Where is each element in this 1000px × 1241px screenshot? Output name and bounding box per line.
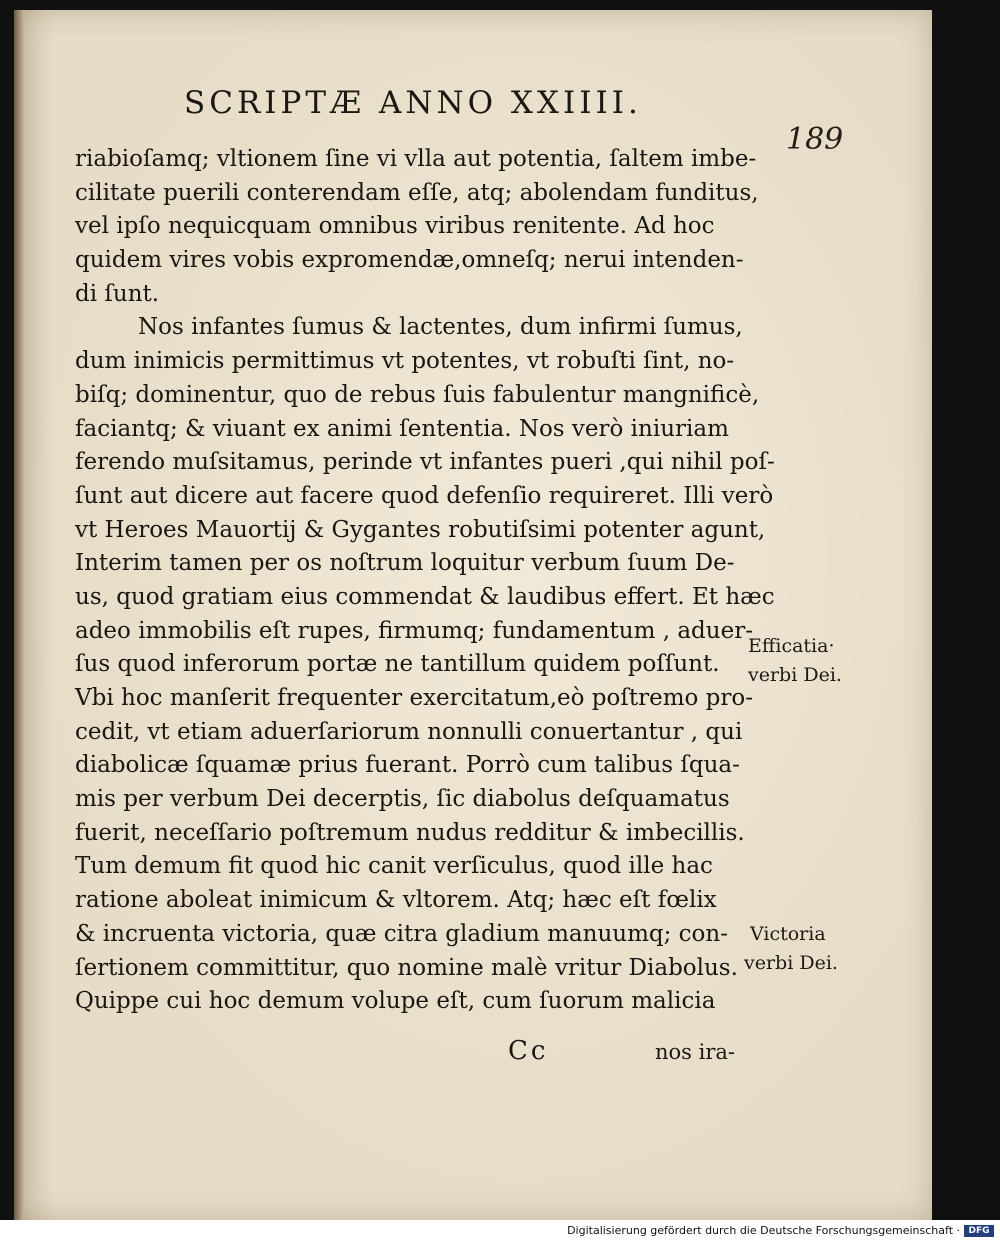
text-line: diabolicæ ſquamæ prius fuerant. Porrò cum talibus ſqua- [75, 752, 740, 779]
text-line: cedit, vt etiam aduerſariorum nonnulli conuertantur , qui [75, 718, 743, 745]
funding-credit: Digitalisierung gefördert durch die Deutsche Forschungsgemeinschaft · [567, 1224, 960, 1237]
text-line: & incruenta victoria, quæ citra gladium manuumq; con- [75, 920, 728, 947]
text-line: Quippe cui hoc demum volupe eſt, cum ſuorum malicia [75, 988, 716, 1015]
page-number: 189 [786, 122, 844, 157]
text-line: Tum demum fit quod hic canit verſiculus, quod ille hac [75, 853, 713, 880]
book-page [14, 10, 932, 1220]
text-line: Vbi hoc manſerit frequenter exercitatum,eò poſtremo pro- [75, 685, 754, 711]
text-line: vt Heroes Mauortij & Gygantes robutiſsimi potenter agunt, [75, 516, 766, 543]
text-line: us, quod gratiam eius commendat & laudibus effert. Et hæc [75, 583, 775, 610]
text-line: Interim tamen per os noſtrum loquitur verbum ſuum De- [75, 550, 735, 577]
marginal-note-efficatia [748, 632, 842, 690]
marginal-note-line: verbi Dei. [748, 664, 842, 686]
text-line: ſertionem committitur, quo nomine malè vritur Diabolus. [75, 954, 738, 981]
dfg-logo-icon: DFG [964, 1225, 994, 1237]
text-line: mis per verbum Dei decerptis, ſic diabolus deſquamatus [75, 786, 730, 813]
text-line: adeo immobilis eſt rupes, firmumq; fundamentum , aduer- [75, 617, 753, 644]
footer-bar [0, 1220, 1000, 1241]
text-line: quidem vires vobis expromendæ,omneſq; nerui intenden- [75, 247, 744, 274]
signature-mark: Cc [508, 1036, 549, 1066]
catchword: nos ira- [655, 1040, 735, 1064]
text-line: ferendo muſsitamus, perinde vt infantes pueri ,qui nihil poſ- [75, 449, 775, 476]
text-line: fuerit, neceſſario poſtremum nudus redditur & imbecillis. [75, 819, 745, 846]
marginal-note-line: Efficatia· [748, 635, 835, 657]
text-line: vel ipſo nequicquam omnibus viribus renitente. Ad hoc [75, 213, 715, 240]
text-line: dum inimicis permittimus vt potentes, vt robuſti ſint, no- [75, 348, 735, 375]
body-text [75, 143, 775, 1019]
text-line: ſunt aut dicere aut facere quod defenſio requireret. Illi verò [75, 482, 774, 509]
text-line: faciantq; & viuant ex animi ſententia. Nos verò iniuriam [75, 415, 729, 442]
running-head: SCRIPTÆ ANNO XXIIII. [184, 85, 642, 121]
marginal-note-victoria [744, 920, 838, 978]
text-line: cilitate puerili conterendam eſſe, atq; abolendam funditus, [75, 179, 759, 206]
text-line: biſq; dominentur, quo de rebus ſuis fabulentur mangnificè, [75, 381, 760, 408]
text-line: ſus quod inferorum portæ ne tantillum quidem poſſunt. [75, 651, 720, 678]
text-line: di ſunt. [75, 280, 160, 307]
page-gutter-edge [14, 10, 24, 1220]
marginal-note-line: Victoria [750, 923, 826, 945]
text-line: riabioſamq; vltionem ſine vi vlla aut potentia, ſaltem imbe- [75, 146, 757, 172]
text-line: Nos infantes ſumus & lactentes, dum infirmi ſumus, [138, 314, 743, 341]
text-line: ratione aboleat inimicum & vltorem. Atq; hæc eſt fœlix [75, 887, 717, 914]
marginal-note-line: verbi Dei. [744, 952, 838, 974]
